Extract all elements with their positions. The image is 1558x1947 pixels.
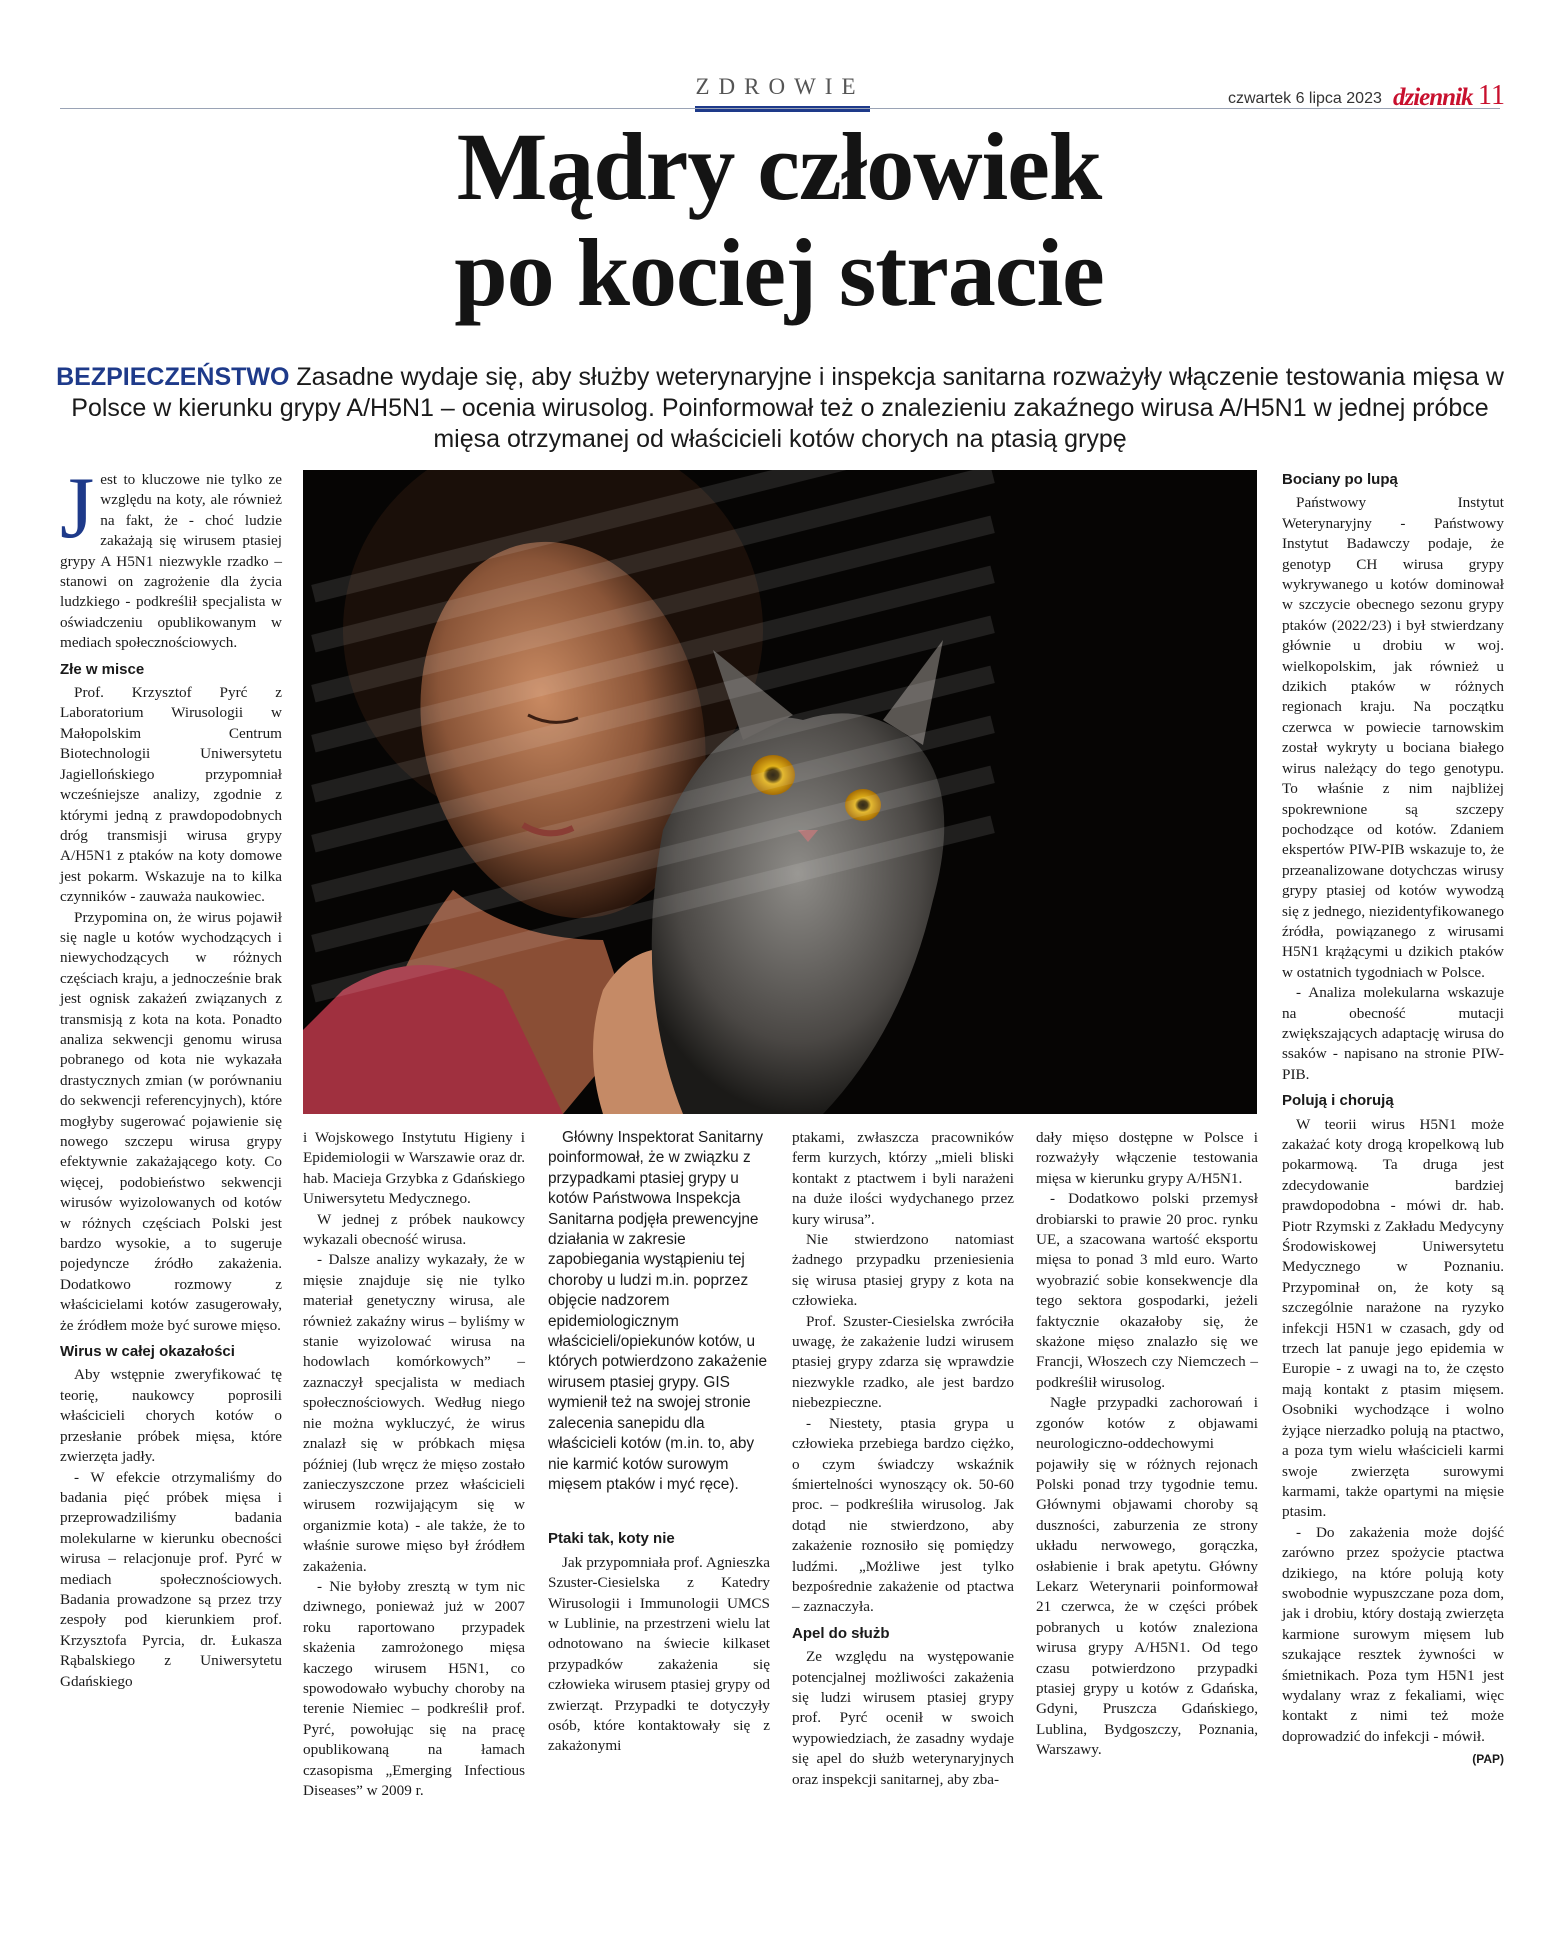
paragraph: Nie stwierdzono natomiast żadnego przypadku przeniesienia się wirusa ptasiej grypy z kota na człowieka.: [792, 1231, 1014, 1310]
paragraph: Prof. Szuster-Ciesielska zwróciła uwagę, że zakażenie ludzi wirusem ptasiej grypy zdarza się wprawdzie niezwykle rzadko, ale jest bardzo niebezpieczne.: [792, 1312, 1014, 1412]
photo-woman-with-cat: [303, 470, 1257, 1114]
column-6: [1282, 464, 1504, 1770]
ptaki-section: [548, 1529, 770, 1756]
paragraph: dały mięso dostępne w Polsce i rozważyły włączenie testowania mięsa w kierunku grypy A/H5N1.: [1036, 1129, 1258, 1187]
paragraph: - Nie byłoby zresztą w tym nic dziwnego, ponieważ już w 2007 roku raportowano przypadek skażenia zamrożonego mięsa kaczego wirusem H5N1, co spowodowało wybuchy choroby na terenie Niemiec – podkreślił prof. Pyrć, powołując się na pracę opublikowaną na łamach czasopisma „Emerging Infectious Diseases” w 2009 r.: [303, 1577, 525, 1799]
paragraph: Ze względu na występowanie potencjalnej możliwości zakażenia się ludzi wirusem ptasiej grypy prof. Pyrć ocenił w swoich wypowiedziach, że zasadny wydaje się apel do służb weterynaryjnych oraz inspekcji sanitarnej, aby zba-: [792, 1648, 1014, 1788]
paragraph: Przypomina on, że wirus pojawił się nagle u kotów wychodzących i niewychodzących w różnych częściach kraju, a jednocześnie brak jest ognisk zakażeń związanych z transmisją z kota na kota. Ponadto analiza sekwencji genomu wirusa pobranego od kota nie wykazała drastycznych zmian (w porównaniu do sekwencji referencyjnych), które mogłyby sugerować pojawienie się nowego szczepu wirusa grypy efektywnie zakażającego koty. Co więcej, podobieństwo sekwencji wirusów wyizolowanych od kotów w różnych częściach Polski jest bardzo wysokie, a to sugeruje pojedyncze źródło zakażenia. Dodatkowo rozmowy z właścicielami kotów zasugerowały, że źródłem może być surowe mięso.: [60, 908, 282, 1334]
header-rule: [60, 108, 1500, 109]
paragraph: i Wojskowego Instytutu Higieny i Epidemiologii w Warszawie oraz dr. hab. Macieja Grzybka z Gdańskiego Uniwersytetu Medycznego.: [303, 1129, 525, 1208]
page-number: 11: [1478, 80, 1505, 111]
paragraph: Aby wstępnie zweryfikować tę teorię, naukowcy poprosili właścicieli chorych kotów o przesłanie próbek mięsa, które zwierzęta jadły.: [60, 1366, 282, 1466]
intro-paragraph: [60, 460, 282, 654]
article-photo: [303, 470, 1257, 1114]
column-3: [548, 1128, 770, 1757]
box-text: Główny Inspektorat Sanitarny poinformował, że w związku z przypadkami ptasiej grypy u kotów Państwowa Inspekcja Sanitarna podjęła prewencyjne działania w zakresie zapobiegania wystąpieniu tej choroby u ludzi m.in. poprzez objęcie nadzorem epidemiologicznym właścicieli/opiekunów kotów, u których potwierdzono zakażenie wirusem ptasiej grypy. GIS wymienił też na swojej stronie zalecenia sanepidu dla właścicieli kotów (m.in. to, aby nie karmić kotów surowym mięsem ptaków i myć ręce).: [548, 1129, 768, 1493]
headline-line-1: Mądry człowiek: [456, 113, 1102, 220]
issue-date: czwartek 6 lipca 2023: [1228, 90, 1382, 107]
column-5: [1036, 1128, 1258, 1761]
gis-box: [548, 1128, 770, 1495]
paragraph: - Dodatkowo polski przemysł drobiarski to prawie 20 proc. rynku UE, a szacowana wartość eksportu mięsa to ponad 3 mld euro. Warto wyobrazić sobie konsekwencje dla tego sektora gospodarki, jeżeli faktycznie okazałoby się, że skażone mięso znalazło się we Francji, Włoszech czy Niemczech – podkreślił wirusolog.: [1036, 1190, 1258, 1391]
paragraph: W jednej z próbek naukowcy wykazali obecność wirusa.: [303, 1210, 525, 1249]
paragraph: - Do zakażenia może dojść zarówno przez spożycie ptactwa dzikiego, na które polują koty swobodnie wypuszczane poza dom, jak i drobiu, który dostają zwierzęta karmione surowym mięsem lub szukające resztek żywności w śmietnikach. Poza tym H5N1 jest wydalany wraz z fekaliami, więc kontakt z nimi też może doprowadzić do infekcji - mówił.: [1282, 1523, 1504, 1745]
section-label: ZDROWIE: [695, 74, 865, 99]
paragraph: - Dalsze analizy wykazały, że w mięsie znajduje się nie tylko materiał genetyczny wirusa, ale również zakaźny wirus – byliśmy w stanie wyizolować wirusa na hodowlach komórkowych” – zaznaczył specjalista w mediach społecznościowych. Według niego nie można wykluczyć, że wirus znalazł się w próbkach mięsa później (lub wręcz że mięso zostało zanieczyszczone przez właścicieli wirusem rozwijającym się w organizmie kota) - ale także, że to właśnie surowe mięso był źródłem zakażenia.: [303, 1251, 525, 1575]
pap-credit: (PAP): [1472, 1752, 1504, 1767]
brand-logo: dziennik: [1393, 84, 1473, 111]
subhead-ptaki: Ptaki tak, koty nie: [548, 1530, 675, 1548]
paragraph: - Analiza molekularna wskazuje na obecność mutacji zwiększających adaptację wirusa do ssaków - napisano na stronie PIW-PIB.: [1282, 984, 1504, 1083]
lead-text: Zasadne wydaje się, aby służby weterynaryjne i inspekcja sanitarna rozważyły włączenie testowania mięsa w Polsce w kierunku grypy A/H5N1 – ocenia wirusolog. Poinformował też o znalezieniu zakaźnego wirusa A/H5N1 w jednej próbce mięsa otrzymanej od właścicieli kotów chorych na ptasią grypę: [71, 363, 1504, 453]
subhead-poluja: Polują i chorują: [1282, 1092, 1394, 1110]
intro-text: est to kluczowe nie tylko ze względu na koty, ale również na fakt, że - choć ludzie zakażają się wirusem ptasiej grypy A H5N1 niezwykle rzadko – stanowi on zagrożenie dla życia ludzkiego - podkreślił specjalista w oświadczeniu opublikowanym w mediach społecznościowych.: [60, 471, 282, 652]
drop-cap: J: [60, 460, 95, 557]
headline: [0, 114, 1558, 326]
paragraph: Państwowy Instytut Weterynaryjny - Państwowy Instytut Badawczy podaje, że genotyp CH wirusa grypy wykrywanego u kotów dominował w szczycie obecnego sezonu grypy ptaków (2022/23) i był stwierdzany głównie u drobiu w woj. wielkopolskim, jak również u dzikich ptaków w różnych regionach kraju. Na początku czerwca w powiecie tarnowskim został wykryty u bociana białego wirus należący do tego genotypu. To właśnie z nim najbliżej spokrewnione są szczepy pochodzące od kotów. Zdaniem ekspertów PIW-PIB wskazuje to, że przeanalizowane dotychczas wirusy grypy ptasiej od kotów wywodzą się z jednego, niezidentyfikowanego źródła, powiązanego z wirusami H5N1 krążącymi u dzikich ptaków w ostatnich tygodniach w Polsce.: [1282, 494, 1504, 981]
column-2: [303, 1128, 525, 1801]
section-underline: [695, 106, 870, 112]
subhead-zle-w-misce: Złe w misce: [60, 660, 145, 678]
subhead-wirus: Wirus w całej okazałości: [60, 1343, 235, 1361]
paragraph: W teorii wirus H5N1 może zakażać koty drogą kropelkową lub pokarmową. Ta druga jest zdecydowanie bardziej prawdopodobna - mówi dr. hab. Piotr Rzymski z Zakładu Medycyny Środowiskowej Uniwersytetu Medycznego w Poznaniu. Przypominał on, że koty są szczególnie narażone na ryzyko infekcji H5N1 w czasach, gdy od trzech lat panuje jego epidemia w Europie - z uwagi na to, że często mają kontakt z ptasim mięsem. Osobniki wychodzące i wolno żyjące nierzadko polują na ptactwo, a poza tym wielu właścicieli karmi swoje zwierzęta surowymi karmami, także opartymi na mięsie ptasim.: [1282, 1115, 1504, 1521]
subhead-bociany: Bociany po lupą: [1282, 471, 1398, 488]
paragraph: Jak przypomniała prof. Agnieszka Szuster-Ciesielska z Katedry Wirusologii i Immunologii UMCS w Lublinie, na przestrzeni wielu lat odnotowano na świecie kilkaset przypadków zakażenia się człowieka wirusem ptasiej grypy od zwierząt. Przypadki te dotyczyły osób, które kontaktowały się z zakażonymi: [548, 1553, 770, 1755]
paragraph: Nagłe przypadki zachorowań i zgonów kotów z objawami neurologiczno-oddechowymi pojawiły się w różnych rejonach Polski ponad trzy tygodnie temu. Głównymi objawami choroby są duszności, zaburzenia ze strony układu nerwowego, gorączka, osłabienie i brak apetytu. Główny Lekarz Weterynarii poinformował 21 czerwca, że w części próbek pobranych u kotów znaleziona wirusa grypy A/H5N1. Od tego czasu potwierdzono przypadki ptasiej grypy u kotów z Gdańska, Gdyni, Pruszcza Gdańskiego, Lublina, Bydgoszczy, Poznania, Warszawy.: [1036, 1394, 1258, 1759]
column-4: [792, 1128, 1014, 1790]
paragraph: - Niestety, ptasia grypa u człowieka przebiega bardzo ciężko, o czym świadczy wskaźnik śmiertelności wynoszący ok. 50-60 proc. – podkreśliła wirusolog. Jak dotąd nie stwierdzono, aby zakażenie roznosiło się pomiędzy ludźmi. „Możliwe jest tylko bezpośrednie zakażenie od ptactwa – zaznaczyła.: [792, 1414, 1014, 1616]
paragraph: - W efekcie otrzymaliśmy do badania pięć próbek mięsa i przeprowadziliśmy badania molekularne w kierunku obecności wirusa – relacjonuje prof. Pyrć w mediach społecznościowych. Badania prowadzone są przez trzy zespoły pod kierunkiem prof. Krzysztofa Pyrcia, dr. Łukasza Rąbalskiego z Uniwersytetu Gdańskiego: [60, 1468, 282, 1690]
paragraph: Prof. Krzysztof Pyrć z Laboratorium Wirusologii w Małopolskim Centrum Biotechnologii Uniwersytetu Jagiellońskiego przypomniał wcześniejsze analizy, zgodnie z którymi jedną z prawdopodobnych dróg transmisji wirusa grypy A/H5N1 z ptaków na koty domowe jest pokarm. Wskazuje na to kilka czynników - zauważa naukowiec.: [60, 684, 282, 906]
headline-line-2: po kociej stracie: [454, 219, 1104, 326]
paragraph: ptakami, zwłaszcza pracowników ferm kurzych, którzy „mieli bliski kontakt z ptactwem i byli narażeni na duże ilości wydychanego przez kury wirusa”.: [792, 1129, 1014, 1228]
lead-tag: BEZPIECZEŃSTWO: [56, 363, 290, 391]
lead-paragraph: [55, 362, 1505, 455]
column-1: [60, 460, 282, 1692]
subhead-apel: Apel do służb: [792, 1624, 890, 1642]
